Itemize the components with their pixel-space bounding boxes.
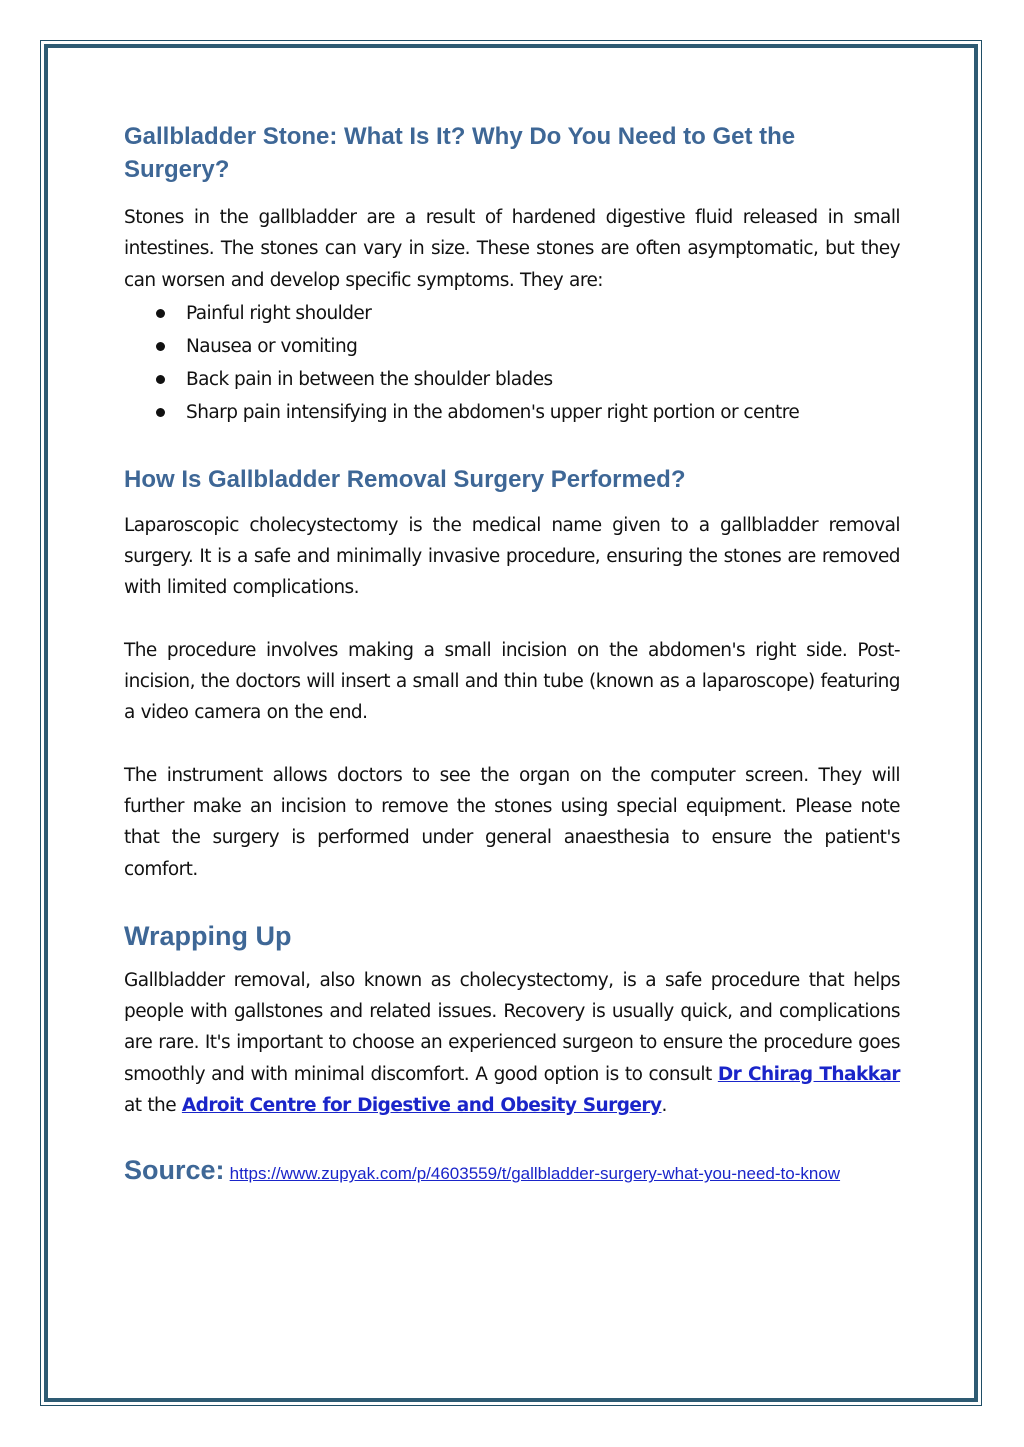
symptom-list [124,297,900,429]
procedure-heading: How Is Gallbladder Removal Surgery Performed? [124,465,686,493]
list-item: Back pain in between the shoulder blades [124,363,900,396]
intro-heading: Gallbladder Stone: What Is It? Why Do You Need to Get the Surgery? [124,123,796,183]
list-item: Nausea or vomiting [124,330,900,363]
bullet-icon [156,375,165,384]
document-body [124,120,900,1189]
list-item: Sharp pain intensifying in the abdomen's upper right portion or centre [124,396,900,429]
source-label: Source: [124,1155,225,1186]
wrapup-heading: Wrapping Up [124,920,292,951]
intro-paragraph: Stones in the gallbladder are a result of hardened digestive fluid released in small intestines. The stones can vary in size. These stones are often asymptomatic, but they can worsen and develop specific symptoms. They are: [124,207,900,291]
procedure-paragraph: The procedure involves making a small incision on the abdomen's right side. Post-incision, the doctors will insert a small and thin tube (known as a laparoscope) featuring a video camera on the end. [124,639,900,724]
bullet-icon [156,408,165,417]
centre-link[interactable]: Adroit Centre for Digestive and Obesity Surgery [181,1095,662,1117]
procedure-paragraph: Laparoscopic cholecystectomy is the medical name given to a gallbladder removal surgery. It is a safe and minimally invasive procedure, ensuring the stones are removed with limited complications. [124,514,900,599]
bullet-icon [156,309,165,318]
wrapup-paragraph: Gallbladder removal, also known as cholecystectomy, is a safe procedure that helps people with gallstones and related issues. Recovery is usually quick, and complications are rare. It's important to choose an experienced surgeon to ensure the procedure goes smoothly and with minimal discomfort. A good option is to consult Dr Chirag Thakkar at the Adroit Centre for Digestive and Obesity Surgery. [124,969,900,1117]
bullet-icon [156,342,165,351]
procedure-paragraph: The instrument allows doctors to see the organ on the computer screen. They will further make an incision to remove the stones using special equipment. Please note that the surgery is performed under general anaesthesia to ensure the patient's comfort. [124,764,900,880]
list-item: Painful right shoulder [124,297,900,330]
doctor-link[interactable]: Dr Chirag Thakkar [717,1063,900,1085]
source-link[interactable]: https://www.zupyak.com/p/4603559/t/gallbladder-surgery-what-you-need-to-know [229,1164,841,1184]
source-row [124,1155,884,1189]
